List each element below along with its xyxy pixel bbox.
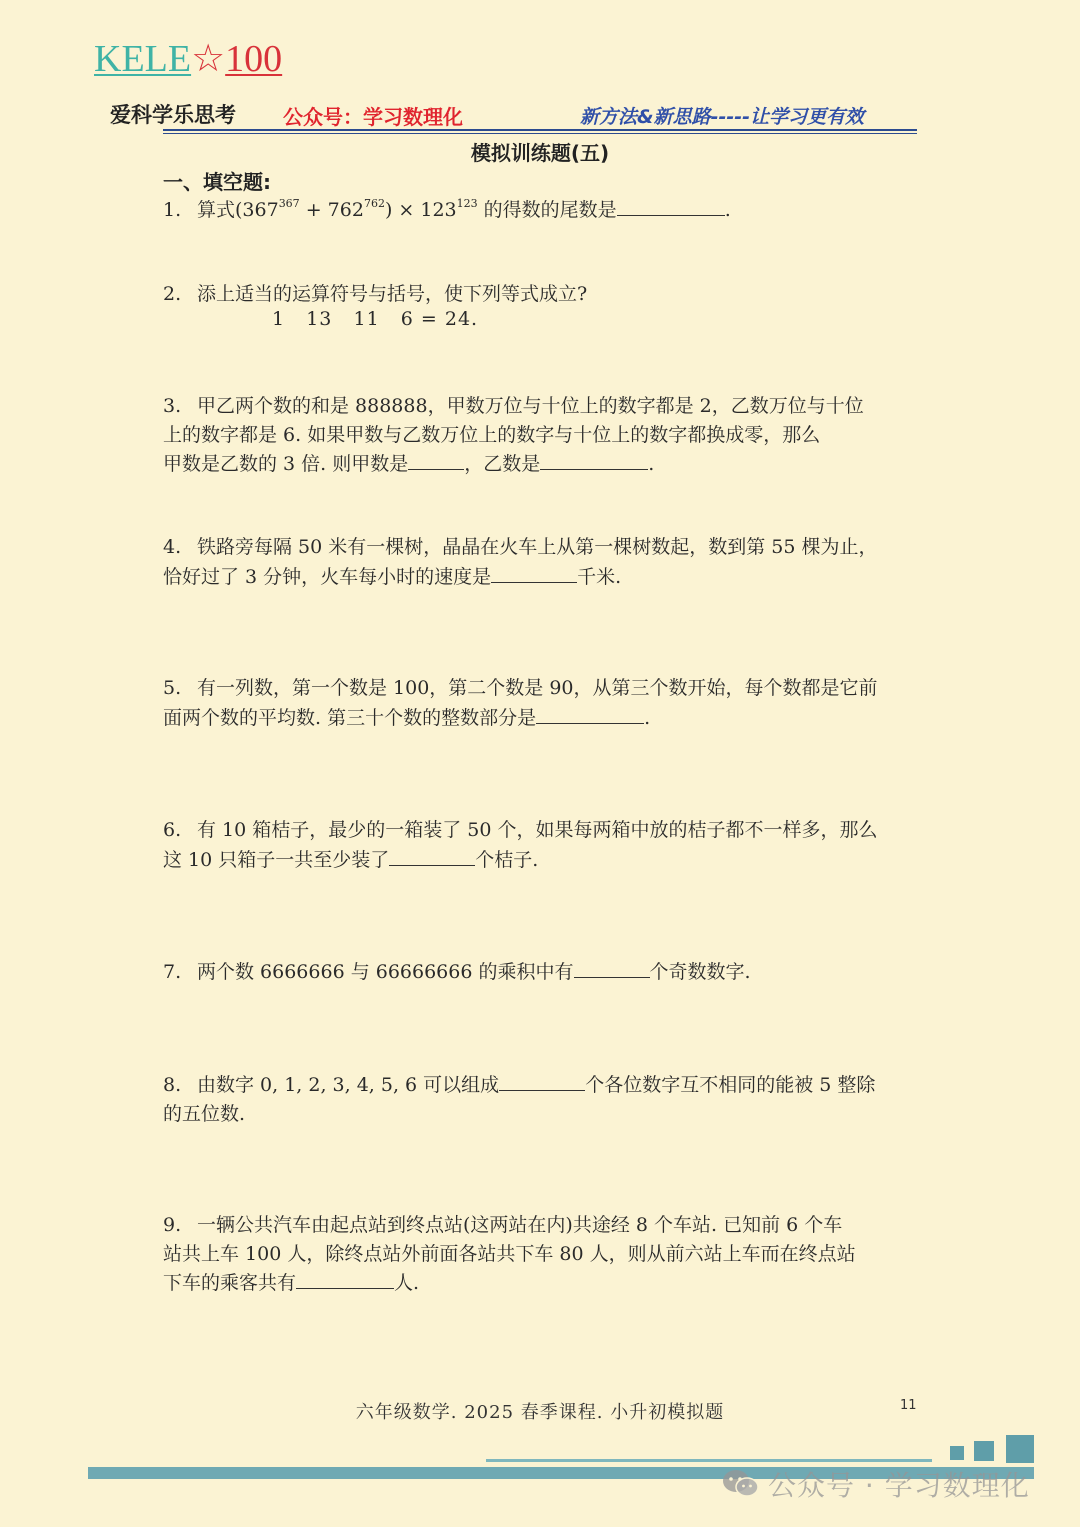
- logo-star-icon: ☆: [191, 38, 226, 80]
- decor-square-large: [1006, 1435, 1034, 1463]
- question-9: [163, 1211, 919, 1298]
- question-3: [163, 392, 919, 479]
- question-number: 6.: [163, 819, 182, 841]
- decor-square-small: [950, 1446, 964, 1460]
- q5-line-2a: 面两个数的平均数. 第三十个数的整数部分是: [163, 706, 537, 729]
- q3-line-3a: 甲数是乙数的 3 倍. 则甲数是: [163, 453, 409, 475]
- q4-line-1: 铁路旁每隔 50 米有一棵树，晶晶在火车上从第一棵树数起，数到第 55 棵为止，: [197, 536, 878, 558]
- question-number: 1.: [163, 199, 182, 221]
- answer-blank[interactable]: [536, 703, 644, 724]
- q9-line-2: 站共上车 100 人，除终点站外前面各站共下车 80 人，则从前六站上车而在终点站: [163, 1242, 856, 1265]
- q8-text-b: 个各位数字互不相同的能被 5 整除: [585, 1074, 876, 1096]
- question-7: [163, 957, 919, 987]
- q2-equation-text: 1 13 11 6 = 24.: [272, 308, 479, 330]
- q3-line-2: 上的数字都是 6. 如果甲数与乙数万位上的数字与十位上的数字都换成零，那么: [163, 423, 821, 446]
- q1-text-d: 的得数的尾数是: [477, 199, 617, 221]
- brand-motto: 新方法&新思路-----让学习更有效: [580, 106, 864, 128]
- q2-text: 添上适当的运算符号与括号，使下列等式成立?: [197, 283, 588, 305]
- q1-exponent-1: 367: [278, 197, 300, 210]
- footer-line: [486, 1459, 932, 1462]
- brand-slogan: 爱科学乐思考: [110, 103, 236, 127]
- header-rule-thin: [163, 133, 917, 134]
- question-number: 4.: [163, 536, 182, 558]
- q2-equation: [272, 308, 478, 330]
- question-number: 2.: [163, 283, 182, 305]
- q1-exponent-3: 123: [456, 197, 478, 210]
- question-number: 3.: [163, 395, 182, 417]
- q5-period: .: [644, 706, 651, 729]
- q5-line-1: 有一列数，第一个数是 100，第二个数是 90，从第三个数开始，每个数都是它前: [197, 677, 878, 699]
- answer-blank[interactable]: [389, 845, 475, 866]
- question-number: 9.: [163, 1214, 182, 1236]
- question-2: [163, 280, 919, 309]
- logo-kele: KELE: [94, 38, 192, 80]
- question-number: 8.: [163, 1074, 182, 1096]
- brand-account: 公众号：学习数理化: [283, 105, 463, 129]
- q1-text-c: ) × 123: [384, 199, 457, 221]
- answer-blank-jia[interactable]: [408, 449, 464, 470]
- q9-line-1: 一辆公共汽车由起点站到终点站(这两站在内)共途经 8 个车站. 已知前 6 个车: [197, 1214, 843, 1236]
- header-rule: [163, 129, 917, 131]
- answer-blank[interactable]: [499, 1070, 585, 1091]
- question-6: [163, 816, 919, 874]
- q1-text-a: 算式(367: [197, 199, 279, 221]
- q7-text-b: 个奇数数字.: [649, 961, 751, 983]
- q8-text-a: 由数字 0, 1, 2, 3, 4, 5, 6 可以组成: [197, 1074, 500, 1096]
- decor-square-medium: [974, 1441, 994, 1461]
- question-4: [163, 533, 919, 591]
- wechat-icon: [722, 1468, 760, 1500]
- q6-line-2b: 个桔子.: [475, 848, 539, 871]
- question-8: [163, 1070, 919, 1128]
- page-footer: 六年级数学. 2025 春季课程. 小升初模拟题: [355, 1402, 725, 1423]
- logo-number: 100: [225, 38, 283, 80]
- question-5: [163, 674, 919, 732]
- q9-line-3a: 下车的乘客共有: [163, 1272, 297, 1294]
- q1-period: .: [724, 199, 731, 221]
- page-number: 11: [900, 1398, 917, 1413]
- q6-line-1: 有 10 箱桔子，最少的一箱装了 50 个，如果每两箱中放的桔子都不一样多，那么: [197, 819, 878, 841]
- q3-line-1: 甲乙两个数的和是 888888，甲数万位与十位上的数字都是 2，乙数万位与十位: [197, 395, 864, 417]
- q1-exponent-2: 762: [363, 197, 385, 210]
- watermark-text: 公众号 · 学习数理化: [768, 1469, 1030, 1502]
- question-number: 7.: [163, 961, 182, 983]
- q3-line-3b: ，乙数是: [464, 453, 541, 475]
- q4-line-2a: 恰好过了 3 分钟，火车每小时的速度是: [163, 565, 492, 588]
- watermark: [722, 1464, 1030, 1504]
- q1-text-b: + 762: [299, 199, 364, 221]
- q4-line-2b: 千米.: [577, 565, 622, 588]
- answer-blank[interactable]: [617, 195, 725, 216]
- answer-blank-yi[interactable]: [540, 449, 648, 470]
- answer-blank[interactable]: [296, 1268, 394, 1289]
- q3-period: .: [648, 453, 655, 475]
- q8-line-2: 的五位数.: [163, 1102, 246, 1125]
- page-title: 模拟训练题(五): [470, 141, 610, 165]
- logo: [94, 36, 282, 81]
- q6-line-2a: 这 10 只箱子一共至少装了: [163, 848, 390, 871]
- q9-line-3b: 人.: [394, 1272, 420, 1294]
- answer-blank[interactable]: [491, 562, 577, 583]
- answer-blank[interactable]: [574, 957, 650, 978]
- question-1: [163, 195, 919, 225]
- section-heading: 一、填空题:: [163, 170, 271, 194]
- question-number: 5.: [163, 677, 182, 699]
- q7-text-a: 两个数 6666666 与 66666666 的乘积中有: [197, 961, 574, 983]
